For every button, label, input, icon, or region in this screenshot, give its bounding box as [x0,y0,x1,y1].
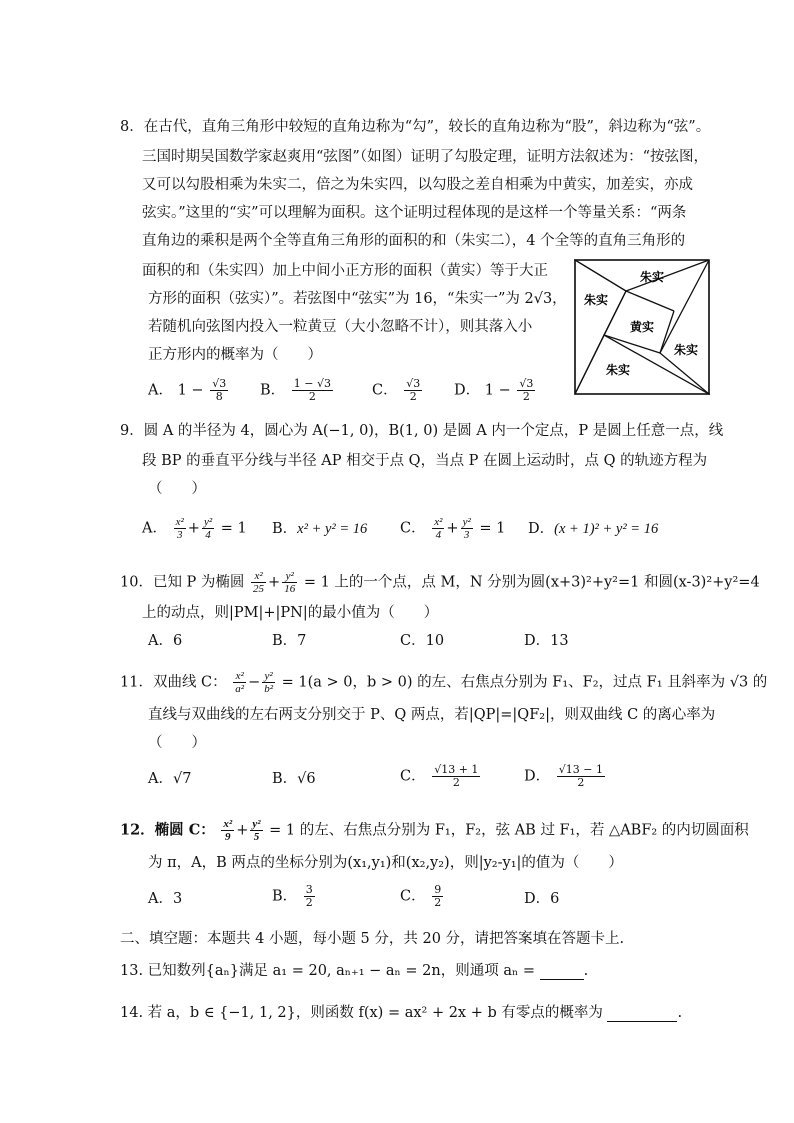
q14-answer-blank[interactable] [607,1007,677,1022]
q13-answer-blank[interactable] [540,965,584,980]
q12-line-1: 12．椭圆 C： $\frac{\text{x²}}{9}$ + $\frac{\text{y²}}{5}$ = 1 的左、右焦点分别为 F₁，F₂，弦 AB 过 F₁，若 △ABF₂ 的内切圆面积 [120,818,749,843]
q8-line-7: 方形的面积（弦实）”。若弦图中“弦实”为 16，“朱实一”为 2√3， [148,291,567,307]
label-zhushi-top: 朱实 [640,270,665,284]
q8-line-1: 8．在古代，直角三角形中较短的直角边称为“勾”，较长的直角边称为“股”，斜边称为“弦”。 [120,119,711,135]
q9-line-1: 9．圆 A 的半径为 4，圆心为 A(−1, 0)，B(1, 0) 是圆 A 内一个定点，P 是圆上任意一点，线 [120,423,724,439]
question-13: 13. 已知数列{aₙ}满足 a₁ = 20, aₙ₊₁ − aₙ = 2n，则通项 aₙ = . [120,963,589,979]
q8-option-b[interactable]: B． $\frac{1 - √3}{2}$ [260,377,331,403]
q8-line-4: 弦实。”这里的“实”可以理解为面积。这个证明过程体现的是这样一个等量关系：“两条 [142,205,687,221]
q9-option-d[interactable]: D．(x + 1)² + y² = 16 [528,521,659,537]
q9-option-b[interactable]: B．x² + y² = 16 [272,521,368,537]
q12-option-b[interactable]: B． $\frac{3}{2}$ [272,883,313,909]
q9-line-2: 段 BP 的垂直平分线与半径 AP 相交于点 Q，当点 P 在圆上运动时，点 Q 的轨迹方程为 [142,453,708,469]
q8-line-9: 正方形内的概率为（ ） [148,347,322,363]
q11-option-d[interactable]: D． $\frac{√13 - 1}{2}$ [524,763,603,789]
q8-line-8: 若随机向弦图内投入一粒黄豆（大小忽略不计），则其落入小 [148,319,533,335]
q8-line-5: 直角边的乘积是两个全等直角三角形的面积的和（朱实二），4 个全等的直角三角形的 [142,233,686,249]
q11-option-c[interactable]: C． $\frac{√13 + 1}{2}$ [400,763,479,789]
q8-option-a[interactable]: A． 1 − $\frac{√3}{8}$ [148,377,227,403]
q10-line-1: 10．已知 P 为椭圆 $\frac{\text{x²}}{25}$ + $\frac{\text{y²}}{16}$ = 1 上的一个点，点 M，N 分别为圆(x+3)²+y²=1 和圆(x-3)²+y²=4 [120,570,760,595]
q9-option-c[interactable]: C． $\frac{\text{x²}}{4}$ + $\frac{\text{y²}}{3}$ = 1 [400,516,506,541]
q8-line-3: 又可以勾股相乘为朱实二，倍之为朱实四，以勾股之差自相乘为中黄实，加差实，亦成 [142,177,693,193]
q11-line-1: 11．双曲线 C： $\frac{\text{x²}}{\text{a²}}$ − $\frac{\text{y²}}{\text{b²}}$ = 1(a > 0，b > 0) 的左、右焦点分别为 F₁、F₂，过点 F₁ 且斜率为 √3 的 [120,670,768,695]
q10-option-a[interactable]: A．6 [148,633,183,649]
q11-line-2: 直线与双曲线的左右两支分别交于 P、Q 两点，若|QP|=|QF₂|，则双曲线 C 的离心率为 [148,707,716,723]
question-14: 14. 若 a，b ∈ {−1, 1, 2}，则函数 f(x) = ax² + 2x + b 有零点的概率为 . [120,1005,683,1021]
q8-option-d[interactable]: D． 1 − $\frac{√3}{2}$ [454,377,534,403]
q8-option-c[interactable]: C． $\frac{√3}{2}$ [372,377,421,403]
q9-line-3: （ ） [148,481,206,497]
xian-tu-figure [574,259,710,395]
label-zhushi-left: 朱实 [584,293,609,307]
q11-option-a[interactable]: A．√7 [148,771,192,787]
q12-option-d[interactable]: D．6 [524,891,560,907]
q12-option-c[interactable]: C． $\frac{9}{2}$ [400,883,442,909]
q8-line-2: 三国时期吴国数学家赵爽用“弦图”（如图）证明了勾股定理，证明方法叙述为：“按弦图， [142,149,708,165]
q10-option-b[interactable]: B．7 [272,633,307,649]
q11-line-3: （ ） [148,735,206,751]
label-zhushi-bottom: 朱实 [606,363,631,377]
q10-line-2: 上的动点，则|PM|+|PN|的最小值为（ ） [142,605,439,621]
label-huangshi: 黄实 [630,320,655,334]
label-zhushi-right: 朱实 [674,343,699,357]
q12-line-2: 为 π，A，B 两点的坐标分别为(x₁,y₁)和(x₂,y₂)，则|y₂-y₁|的值为（ ） [148,855,623,871]
q8-line-6: 面积的和（朱实四）加上中间小正方形的面积（黄实）等于大正 [142,263,548,279]
q10-option-d[interactable]: D．13 [524,633,569,649]
q9-option-a[interactable]: A． $\frac{\text{x²}}{3}$ + $\frac{\text{y²}}{4}$ = 1 [142,516,247,541]
q10-option-c[interactable]: C．10 [400,633,445,649]
q12-option-a[interactable]: A．3 [148,891,183,907]
section-2-heading: 二、填空题：本题共 4 小题，每小题 5 分，共 20 分，请把答案填在答题卡上. [120,931,625,947]
q11-option-b[interactable]: B．√6 [272,771,316,787]
